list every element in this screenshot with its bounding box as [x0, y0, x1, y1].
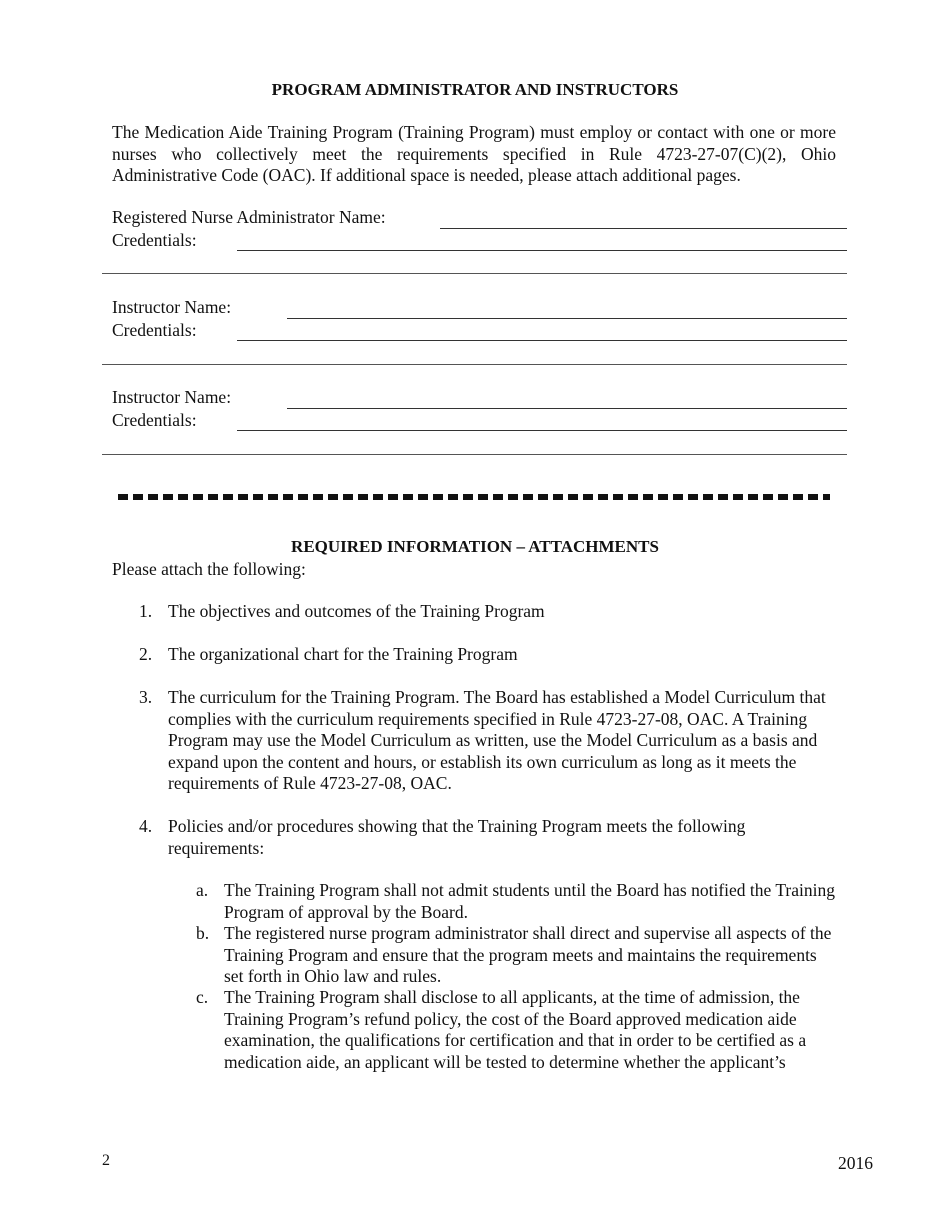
divider	[102, 454, 847, 455]
list-item-text: The objectives and outcomes of the Training Program	[168, 601, 545, 621]
sub-list-text: The registered nurse program administrator shall direct and supervise all aspects of the Training Program and ensure that the program meets and maintains the requirements set forth in Ohio law and rules.	[224, 923, 832, 986]
sub-list-letter: b.	[196, 923, 210, 943]
intro-paragraph: The Medication Aide Training Program (Training Program) must employ or contact with one or more nurses who collectively meet the requirements specified in Rule 4723-27-07(C)(2), Ohio Administrative Code (OAC). If additional space is needed, please attach additional pages.	[112, 122, 836, 185]
instructor-2-credentials-field[interactable]	[237, 430, 847, 431]
list-item-number: 2.	[139, 644, 153, 664]
instructor-1-credentials-label: Credentials:	[112, 320, 197, 340]
page-number: 2	[102, 1152, 110, 1169]
sub-list-text: The Training Program shall not admit students until the Board has notified the Training Program of approval by the Board.	[224, 880, 836, 922]
sub-list-letter: c.	[196, 987, 209, 1007]
rn-administrator-name-field[interactable]	[440, 228, 847, 229]
divider	[102, 364, 847, 365]
attach-lead-text: Please attach the following:	[112, 559, 306, 579]
section-title-administrator: PROGRAM ADMINISTRATOR AND INSTRUCTORS	[271, 80, 679, 99]
section-title-attachments: REQUIRED INFORMATION – ATTACHMENTS	[291, 537, 659, 556]
list-item-number: 1.	[139, 601, 153, 621]
instructor-1-name-label: Instructor Name:	[112, 297, 232, 317]
instructor-2-credentials-label: Credentials:	[112, 410, 197, 430]
rn-administrator-name-label: Registered Nurse Administrator Name:	[112, 207, 386, 227]
instructor-2-name-label: Instructor Name:	[112, 387, 232, 407]
rn-credentials-label: Credentials:	[112, 230, 197, 250]
rn-credentials-field[interactable]	[237, 250, 847, 251]
dashed-separator	[118, 494, 830, 500]
list-item-text: The curriculum for the Training Program. The Board has established a Model Curriculum that complies with the curriculum requirements specified in Rule 4723-27-08, OAC. A Training Program may use the Model Curriculum as written, use the Model Curriculum as a basis and expand upon the content and hours, or establish its own curriculum as long as it meets the requirements of Rule 4723-27-08, OAC.	[168, 687, 826, 793]
list-item-number: 4.	[139, 816, 153, 836]
sub-list-letter: a.	[196, 880, 209, 900]
sub-list-text: The Training Program shall disclose to all applicants, at the time of admission, the Training Program’s refund policy, the cost of the Board approved medication aide examination, the qualifications for certification and that in order to be certified as a medication aide, an applicant will be tested to determine whether the applicant’s	[224, 987, 807, 1072]
instructor-1-name-field[interactable]	[287, 318, 847, 319]
instructor-2-name-field[interactable]	[287, 408, 847, 409]
list-item-number: 3.	[139, 687, 153, 707]
list-item-text: Policies and/or procedures showing that the Training Program meets the following requirements:	[168, 816, 746, 858]
footer-year: 2016	[838, 1153, 873, 1173]
divider	[102, 273, 847, 274]
instructor-1-credentials-field[interactable]	[237, 340, 847, 341]
list-item-text: The organizational chart for the Training Program	[168, 644, 518, 664]
